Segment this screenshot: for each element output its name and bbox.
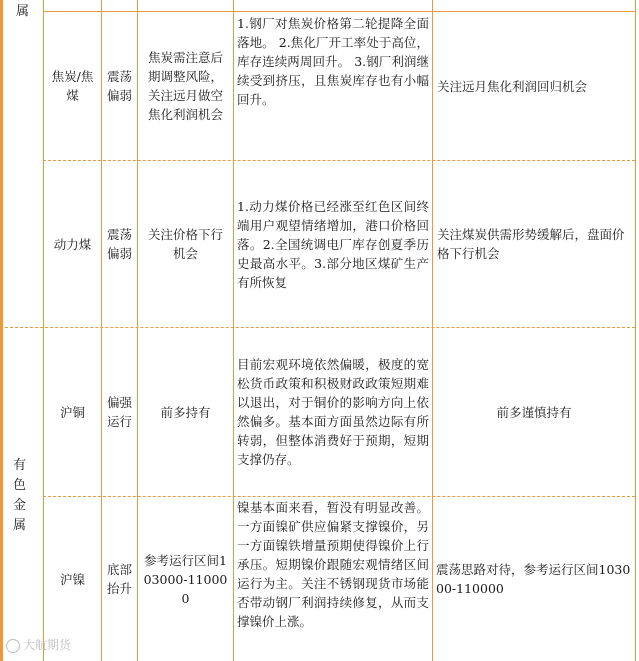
section-label-nonferrous: 有色金属 — [13, 458, 27, 533]
col-divider — [635, 0, 636, 661]
strategy-cell: 焦炭需注意后期调整风险，关注远月做空焦化利润机会 — [147, 50, 223, 122]
trend-cell: 震荡偏弱 — [106, 227, 132, 261]
section-label-ferrous-tail: 属 — [16, 4, 30, 19]
strategy-cell: 参考运行区间103000-110000 — [143, 552, 228, 606]
trend-cell: 底部抬升 — [106, 562, 132, 596]
outlook-cell: 关注远月焦化利润回归机会 — [437, 78, 588, 94]
logic-cell: 1.钢厂对焦炭价格第二轮提降全面落地。 2.焦化厂开工率处于高位，库存连续两周回升。 3.钢厂利润继续受到挤压，且焦炭库存也有小幅回升。 — [237, 16, 429, 107]
strategy-cell: 前多持有 — [160, 404, 211, 420]
strategy-cell: 关注价格下行机会 — [147, 227, 223, 261]
variety-cell: 焦炭/焦煤 — [51, 69, 94, 103]
outlook-cell: 关注煤炭供需形势缓解后，盘面价格下行机会 — [437, 227, 625, 261]
trend-cell: 偏强运行 — [106, 395, 132, 429]
watermark-text: 大航期货 — [23, 638, 72, 652]
variety-cell: 沪铜 — [59, 404, 85, 420]
trend-cell: 震荡偏弱 — [106, 69, 132, 103]
logic-cell: 镍基本面来看，暂没有明显改善。一方面镍矿供应偏紧支撑镍价，另一方面镍铁增量预期使得镍价上行承压。短期镍价跟随宏观情绪区间运行为主。关注不锈钢现货市场能否带动钢厂利润持续修复，从而支撑镍价上涨。 — [237, 500, 429, 629]
outlook-cell: 前多谨慎持有 — [496, 404, 572, 420]
watermark — [6, 636, 71, 653]
left-border — [0, 0, 3, 661]
watermark-logo-icon — [6, 639, 20, 653]
logic-cell: 目前宏观环境依然偏暖，极度的宽松货币政策和积极财政政策短期难以退出，对于铜价的影响方向上依然偏多。基本面方面虽然边际有所转弱，但整体消费好于预期，短期支撑仍存。 — [237, 357, 429, 467]
outlook-cell: 震荡思路对待，参考运行区间103000-110000 — [436, 562, 631, 596]
variety-cell: 沪镍 — [59, 571, 85, 587]
variety-cell: 动力煤 — [53, 236, 92, 252]
logic-cell: 1.动力煤价格已经涨至红色区间终端用户观望情绪增加，港口价格回落。2.全国统调电厂库存创夏季历史最高水平。3.部分地区煤矿生产有所恢复 — [237, 198, 429, 290]
